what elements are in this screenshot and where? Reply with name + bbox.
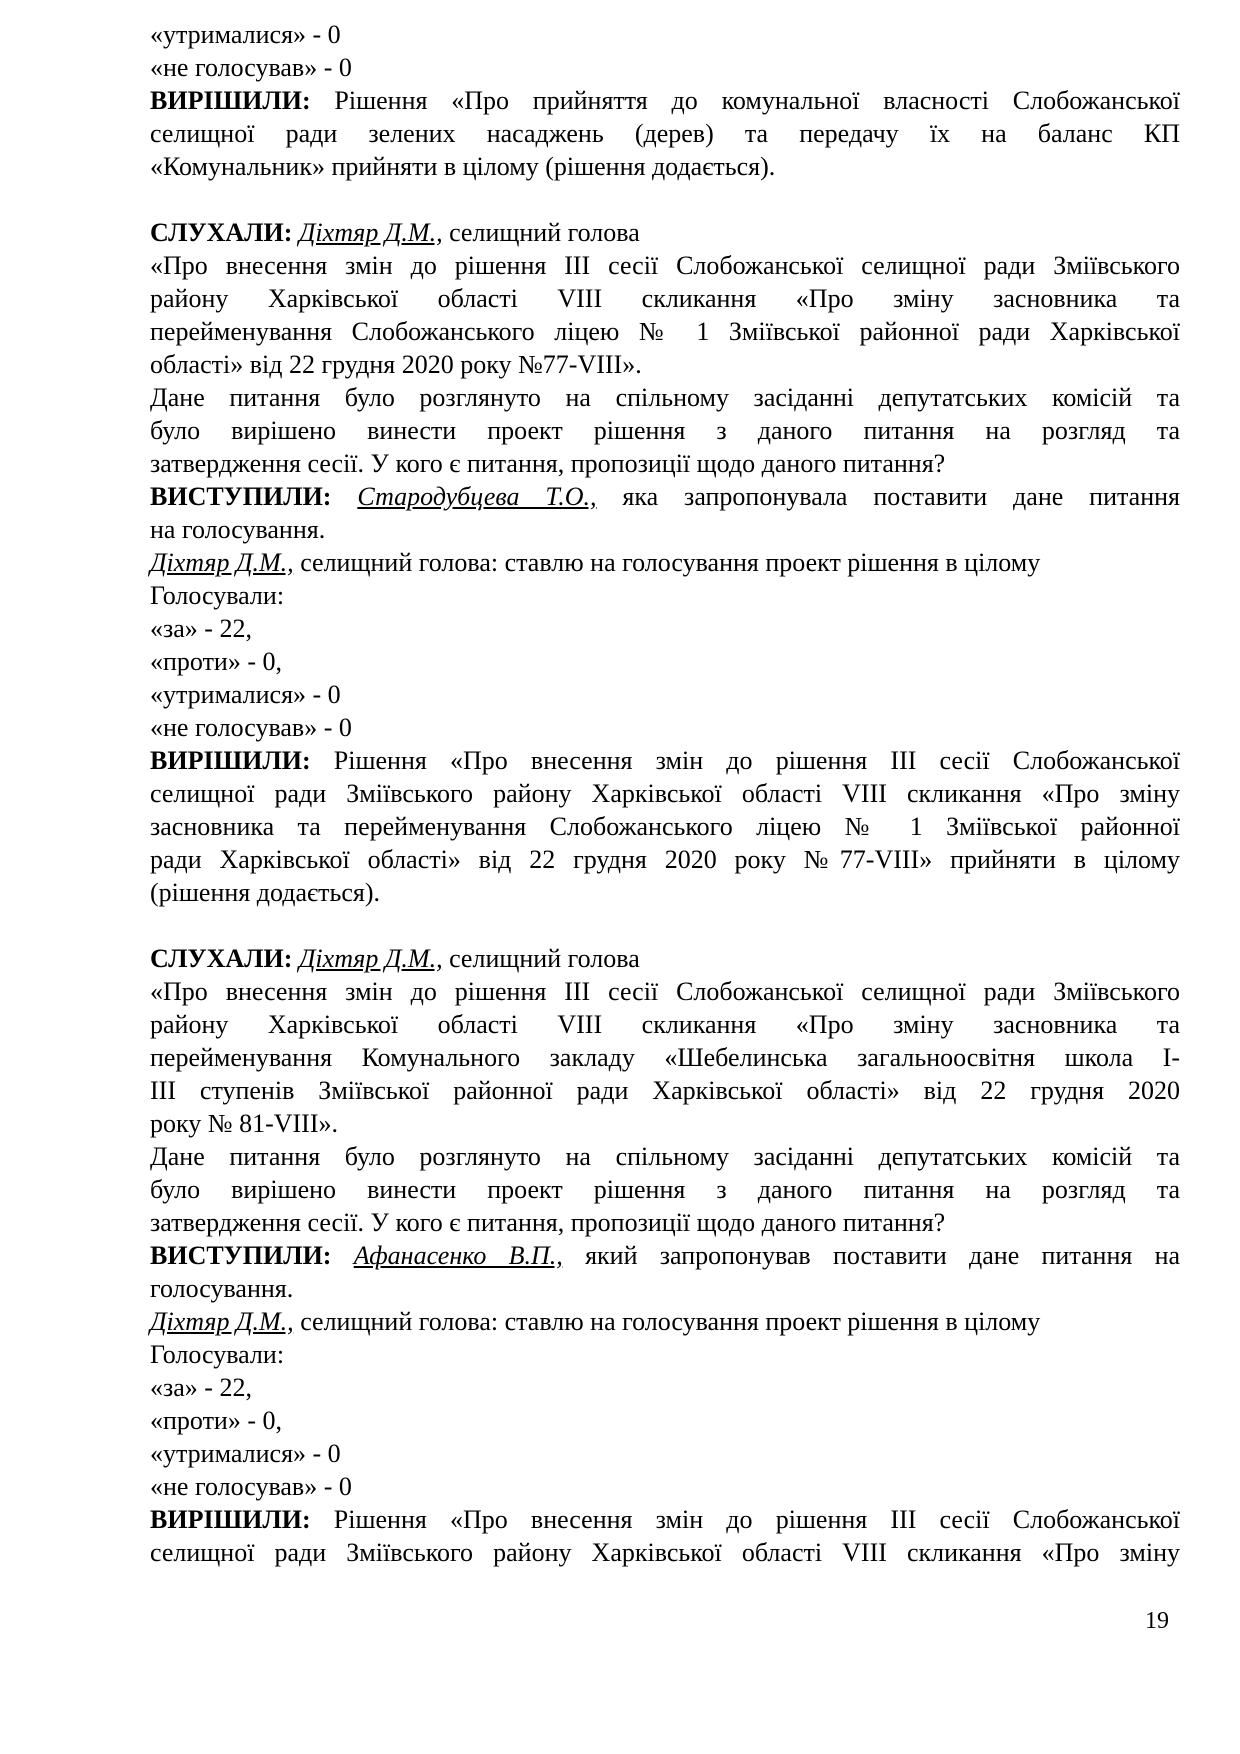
text-line: «проти» - 0,: [150, 1406, 283, 1435]
section-label: ВИРІШИЛИ:: [150, 746, 311, 775]
text-line-end: року № 81-VIII».: [150, 1109, 338, 1138]
text-line: засновника та перейменування Слобожанського ліцею № 1 Зміївської районної: [150, 812, 1180, 841]
section-label: ВИРІШИЛИ:: [150, 1505, 311, 1534]
speaker-name: Діхтяр Д.М.,: [150, 1307, 294, 1336]
speaker-text: селищний голова: ставлю на голосування проект рішення в цілому: [300, 548, 1041, 577]
text-line: Дане питання було розглянуто на спільному засіданні депутатських комісій та: [150, 383, 1180, 412]
text-line: Дане питання було розглянуто на спільному засіданні депутатських комісій та: [150, 1142, 1180, 1171]
text-line: селищної ради зелених насаджень (дерев) та передачу їх на баланс КП: [150, 119, 1180, 148]
text-line-end: затвердження сесії. У кого є питання, пропозиції щодо даного питання?: [150, 449, 946, 478]
spoke-line: [150, 1239, 1180, 1272]
text-line: «утрималися» - 0: [150, 1439, 341, 1468]
text-line-end: затвердження сесії. У кого є питання, пропозиції щодо даного питання?: [150, 1208, 946, 1237]
text-line: «не голосував» - 0: [150, 1472, 352, 1501]
text-line: перейменування Слобожанського ліцею № 1 Зміївської районної ради Харківської: [150, 317, 1180, 346]
speaker-name: Діхтяр Д.М.,: [298, 944, 443, 973]
speaker-role: селищний голова: [449, 944, 640, 973]
text-line: району Харківської області VIII скликання «Про зміну засновника та: [150, 1010, 1180, 1039]
text-line: Голосували:: [150, 1340, 285, 1369]
text-line-end: (рішення додається).: [150, 878, 381, 907]
text-line: «за» - 22,: [150, 614, 252, 643]
text-line-end: області» від 22 грудня 2020 року №77-VIII».: [150, 350, 642, 379]
text-line: Голосували:: [150, 581, 285, 610]
decision-text: Рішення «Про прийняття до комунальної власності Слобожанської: [334, 86, 1180, 115]
text-line: району Харківської області VIII скликання «Про зміну засновника та: [150, 284, 1180, 313]
speaker-name: Діхтяр Д.М.,: [150, 548, 294, 577]
text-line: селищної ради Зміївського району Харківської області VIII скликання «Про зміну: [150, 1538, 1180, 1567]
text-line: ІІІ ступенів Зміївської районної ради Харківської області» від 22 грудня 2020: [150, 1076, 1180, 1105]
heard-line: [150, 942, 1180, 975]
text-line: було вирішено винести проект рішення з даного питання на розгляд та: [150, 416, 1180, 445]
spoke-line: [150, 480, 1180, 513]
chair-line: [150, 1305, 1180, 1338]
decision-text: Рішення «Про внесення змін до рішення ІІІ сесії Слобожанської: [333, 1505, 1181, 1534]
decision-text: Рішення «Про внесення змін до рішення ІІІ сесії Слобожанської: [333, 746, 1181, 775]
speaker-name: Діхтяр Д.М.,: [298, 218, 443, 247]
text-line: «Про внесення змін до рішення ІІІ сесії Слобожанської селищної ради Зміївського: [150, 251, 1180, 280]
decision-line: [150, 1503, 1180, 1536]
text-line-end: «Комунальник» прийняти в цілому (рішення додається).: [150, 152, 776, 181]
text-line: перейменування Комунального закладу «Шебелинська загальноосвітня школа І-: [150, 1043, 1180, 1072]
speaker-text: селищний голова: ставлю на голосування проект рішення в цілому: [300, 1307, 1041, 1336]
text-line: було вирішено винести проект рішення з даного питання на розгляд та: [150, 1175, 1180, 1204]
chair-line: [150, 546, 1180, 579]
text-line: «не голосував» - 0: [150, 713, 352, 742]
text-line: «Про внесення змін до рішення ІІІ сесії Слобожанської селищної ради Зміївського: [150, 977, 1180, 1006]
text-line: ради Харківської області» від 22 грудня 2020 року №77-VIII» прийняти в цілому: [150, 845, 1180, 874]
section-label: СЛУХАЛИ:: [150, 218, 293, 247]
text-line-end: на голосування.: [150, 515, 326, 544]
text-line: «утрималися» - 0: [150, 20, 341, 49]
heard-line: [150, 216, 1180, 249]
paragraph-gap: [150, 183, 1180, 216]
document-page: [150, 18, 1180, 1569]
speaker-text: який запропонував поставити дане питання на: [585, 1241, 1181, 1270]
text-line-end: голосування.: [150, 1274, 294, 1303]
decision-line: [150, 744, 1180, 777]
paragraph-gap: [150, 909, 1180, 942]
speaker-name: Стародубцева Т.О.,: [357, 482, 597, 511]
page-number: 19: [1145, 1608, 1169, 1634]
decision-line: [150, 84, 1180, 117]
section-label: ВИСТУПИЛИ:: [150, 1241, 332, 1270]
section-label: ВИРІШИЛИ:: [150, 86, 311, 115]
speaker-text: яка запропонувала поставити дане питання: [622, 482, 1180, 511]
text-line: «проти» - 0,: [150, 647, 283, 676]
speaker-role: селищний голова: [449, 218, 640, 247]
speaker-name: Афанасенко В.П.,: [353, 1241, 563, 1270]
text-line: «утрималися» - 0: [150, 680, 341, 709]
section-label: ВИСТУПИЛИ:: [150, 482, 332, 511]
text-line: «за» - 22,: [150, 1373, 252, 1402]
section-label: СЛУХАЛИ:: [150, 944, 293, 973]
text-line: «не голосував» - 0: [150, 53, 352, 82]
text-line: селищної ради Зміївського району Харківської області VIII скликання «Про зміну: [150, 779, 1180, 808]
